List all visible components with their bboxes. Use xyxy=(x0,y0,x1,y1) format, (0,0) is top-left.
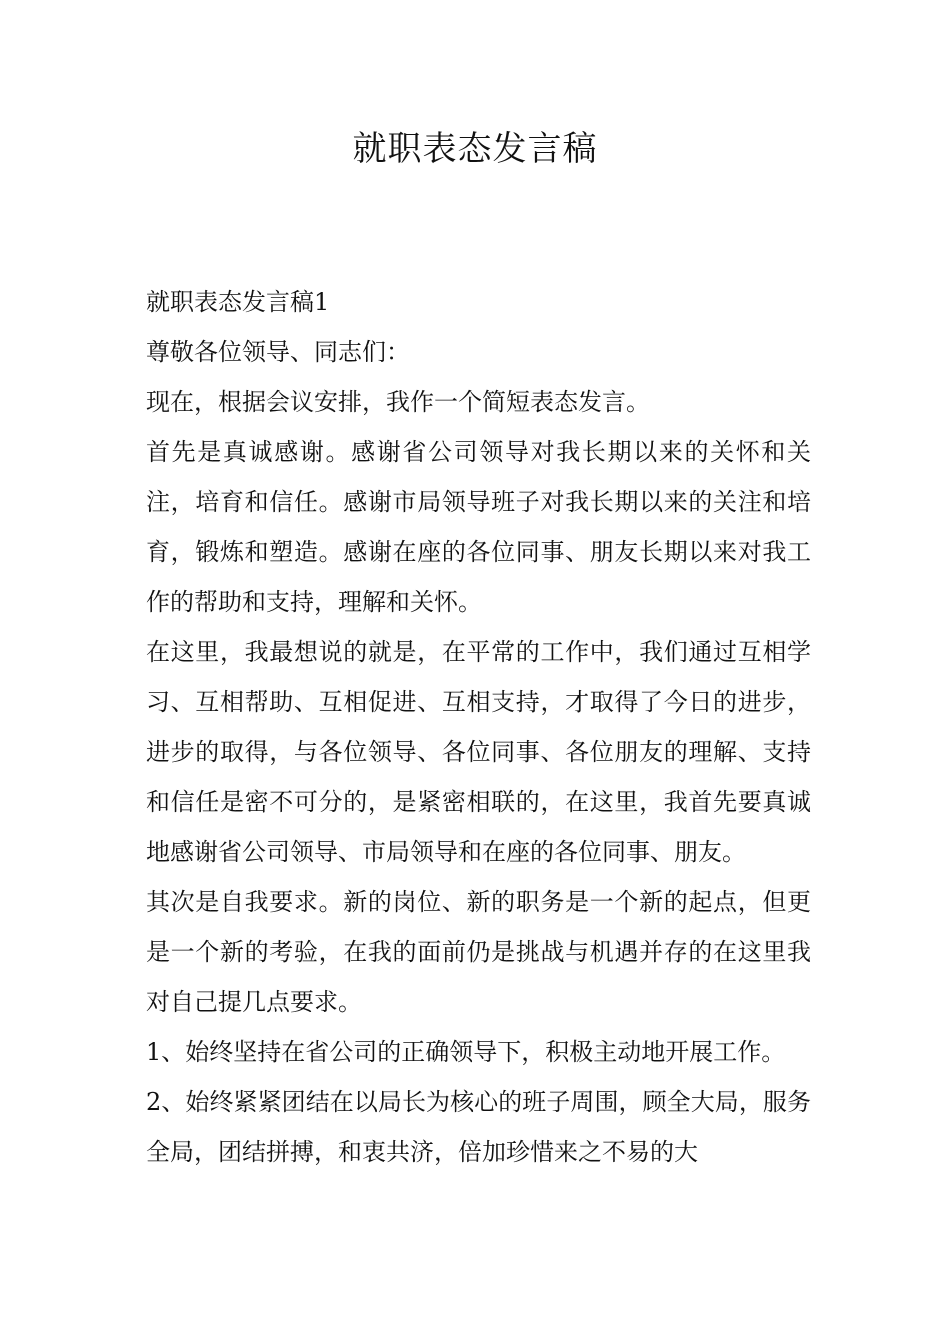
paragraph: 现在，根据会议安排，我作一个简短表态发言。 xyxy=(146,388,650,416)
paragraph: 首先是真诚感谢。感谢省公司领导对我长期以来的关怀和关注，培育和信任。感谢市局领导班子对我长期以来的关注和培育，锻炼和塑造。感谢在座的各位同事、朋友长期以来对我工作的帮助和支持，理解和关怀。 xyxy=(146,438,811,616)
list-item: 1、始终坚持在省公司的正确领导下，积极主动地开展工作。 xyxy=(146,1038,786,1066)
paragraph: 在这里，我最想说的就是，在平常的工作中，我们通过互相学习、互相帮助、互相促进、互相支持，才取得了今日的进步，进步的取得，与各位领导、各位同事、各位朋友的理解、支持和信任是密不可分的，是紧密相联的，在这里，我首先要真诚地感谢省公司领导、市局领导和在座的各位同事、朋友。 xyxy=(146,638,811,866)
paragraph: 其次是自我要求。新的岗位、新的职务是一个新的起点，但更是一个新的考验，在我的面前仍是挑战与机遇并存的在这里我对自己提几点要求。 xyxy=(146,888,811,1016)
document-title: 就职表态发言稿 xyxy=(352,129,598,169)
paragraph-salutation: 尊敬各位领导、同志们： xyxy=(146,338,410,366)
document-body xyxy=(146,277,811,1177)
paragraph-heading: 就职表态发言稿1 xyxy=(146,288,330,316)
list-item: 2、始终紧紧团结在以局长为核心的班子周围，顾全大局，服务全局，团结拼搏，和衷共济，倍加珍惜来之不易的大 xyxy=(146,1088,811,1166)
